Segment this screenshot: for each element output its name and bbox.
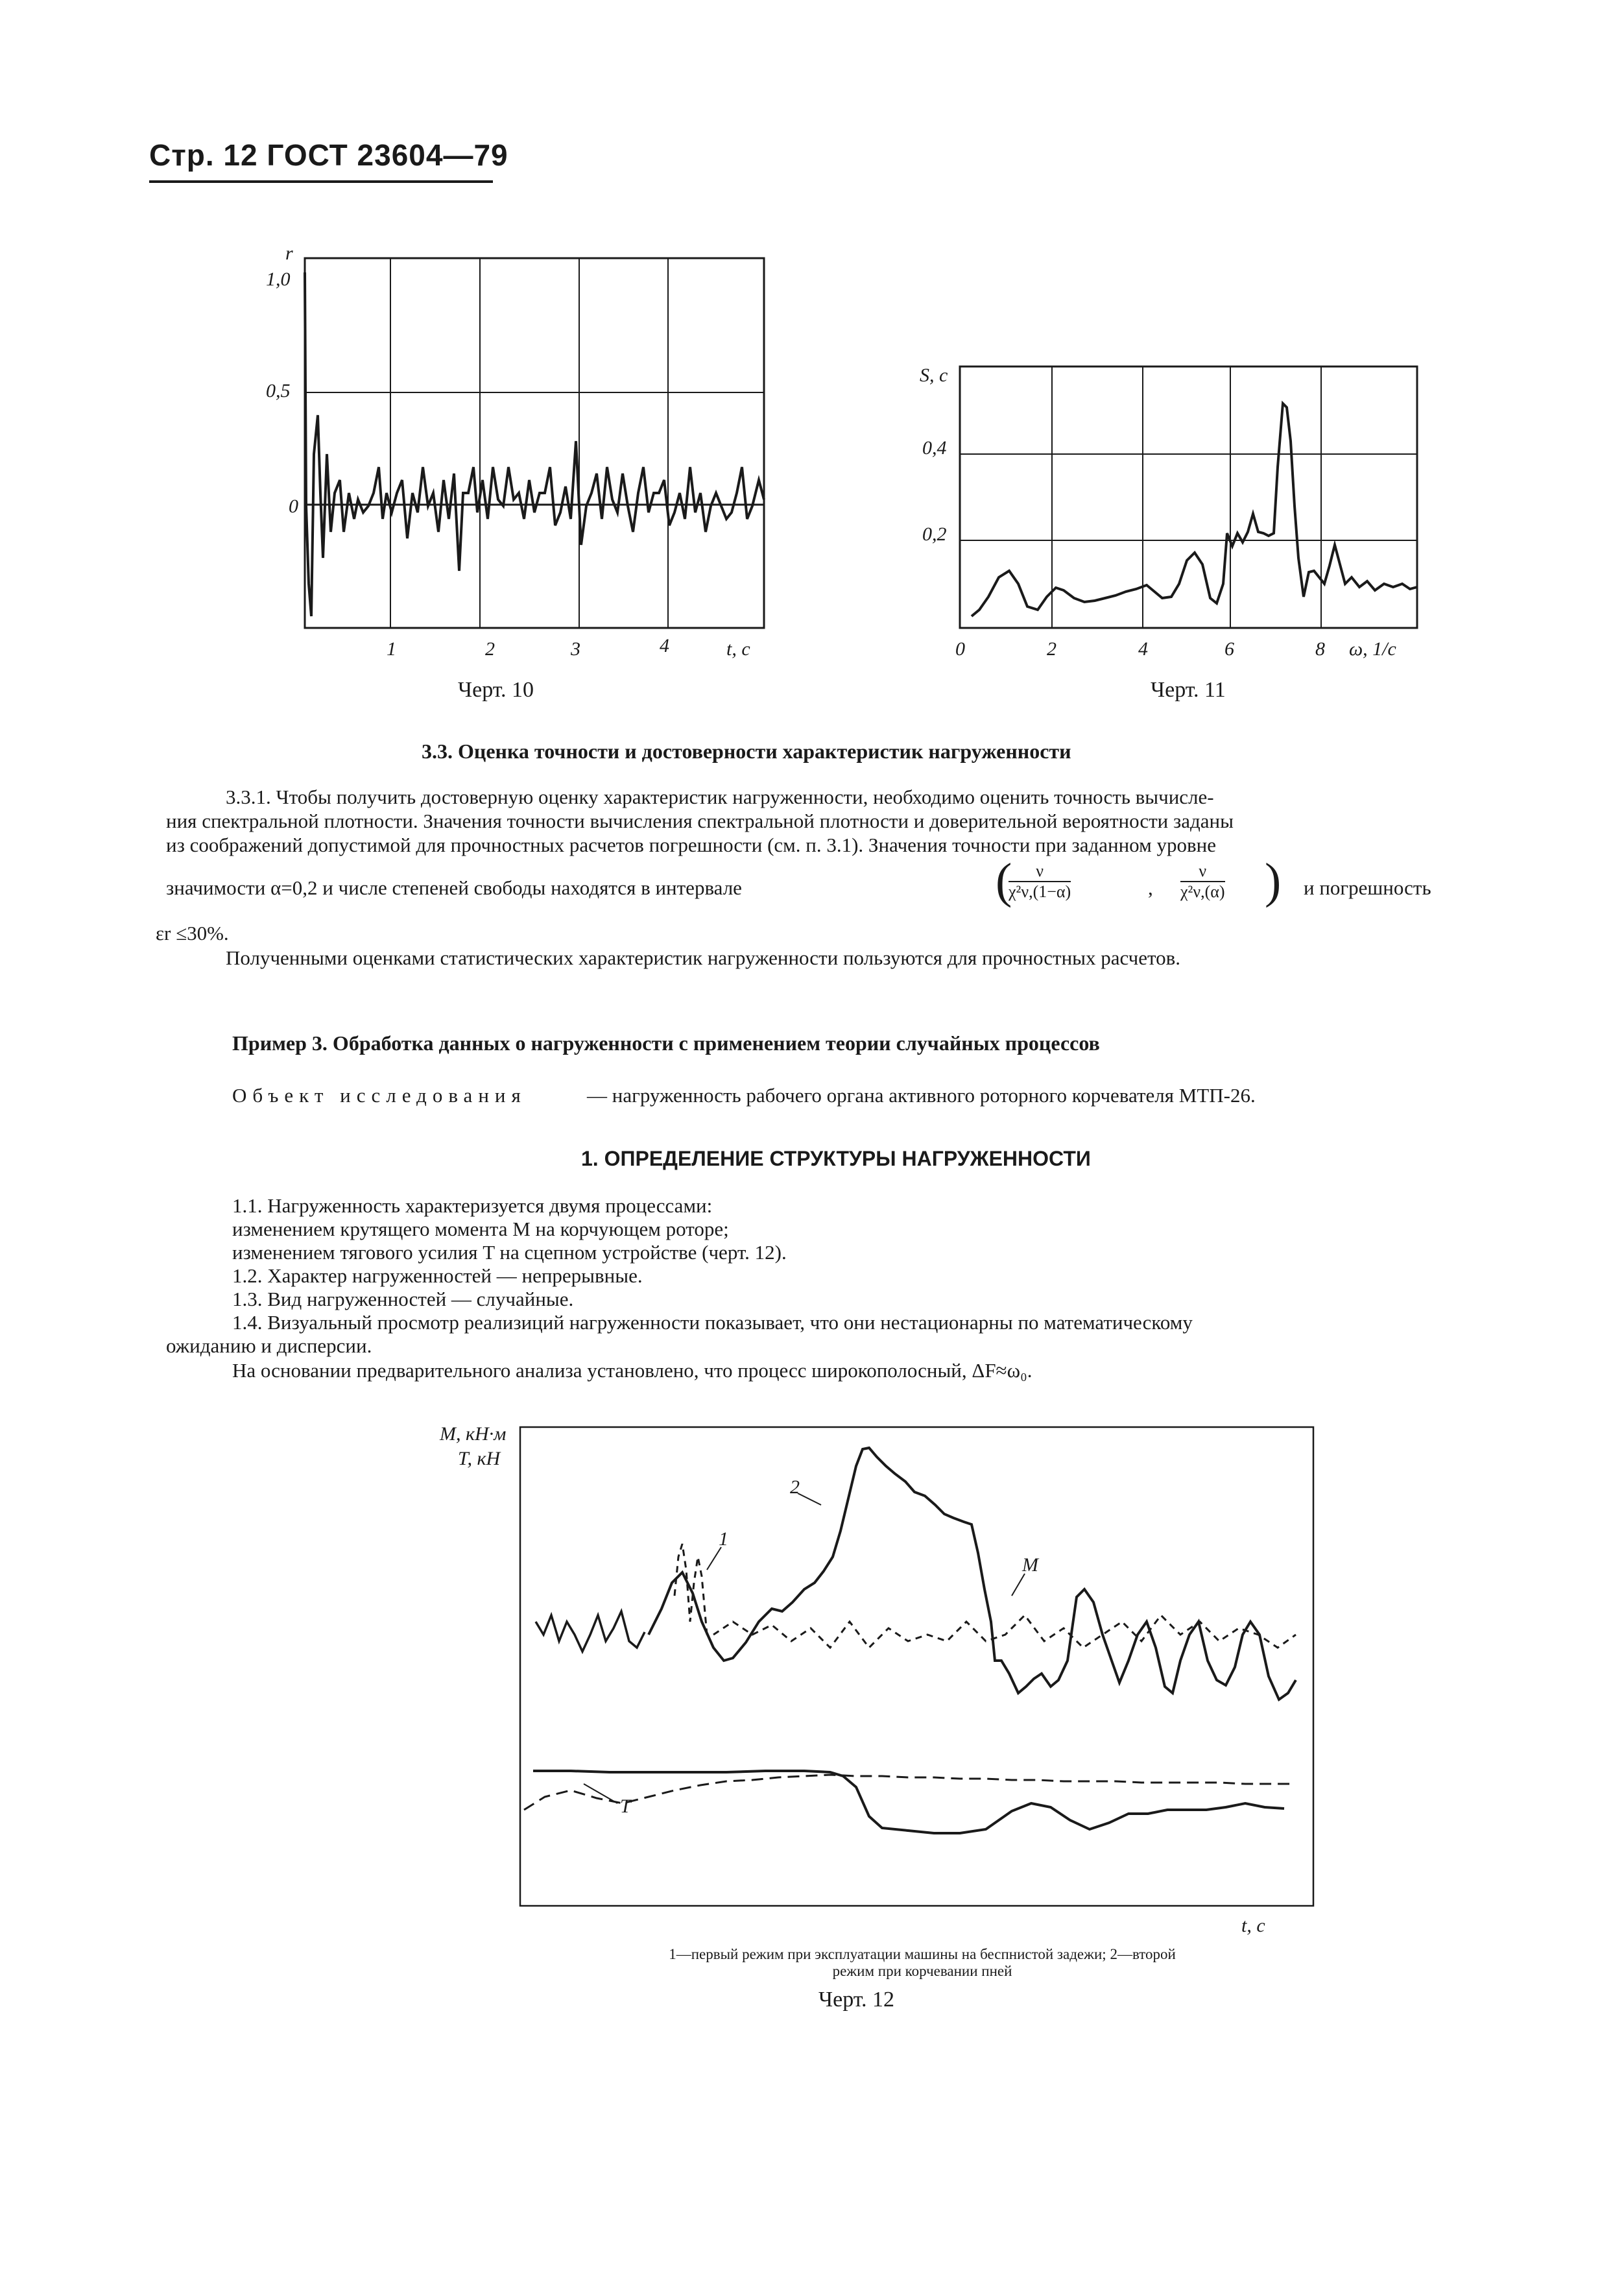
interval-open-paren: ( bbox=[996, 854, 1012, 908]
fig12-curve-t-solid bbox=[533, 1771, 1284, 1833]
section-1-line-4: 1.2. Характер нагруженностей — непрерывные. bbox=[232, 1264, 643, 1287]
fig12-curve-2-solid bbox=[649, 1448, 1296, 1700]
fig11-xlabel: ω, 1/c bbox=[1349, 638, 1396, 660]
fig11-caption: Черт. 11 bbox=[1151, 678, 1226, 702]
fig10-xtick: 1 bbox=[387, 638, 396, 660]
fig10-ytick: 0,5 bbox=[266, 380, 291, 402]
section-1-title: 1. ОПРЕДЕЛЕНИЕ СТРУКТУРЫ НАГРУЖЕННОСТИ bbox=[581, 1147, 1091, 1170]
fig11-xtick: 4 bbox=[1138, 638, 1148, 660]
section-1-line-8: На основании предварительного анализа установлено, что процесс широкополосный, ΔF≈ω₀. bbox=[232, 1359, 1033, 1382]
page-header: Стр. 12 ГОСТ 23604—79 bbox=[149, 138, 508, 172]
fig12-label-2: 2 bbox=[790, 1476, 800, 1498]
fig12-curve-1-solid bbox=[536, 1611, 645, 1652]
section-3-3-line-4b: и погрешность bbox=[1304, 876, 1431, 899]
fig10-xlabel: t, c bbox=[726, 638, 750, 660]
fig10-caption: Черт. 10 bbox=[458, 678, 534, 702]
fig11-xtick: 0 bbox=[955, 638, 965, 660]
fig11-ytick: 0,4 bbox=[922, 437, 947, 459]
fig12-label-m: М bbox=[1022, 1554, 1038, 1576]
fig11-chart bbox=[960, 367, 1417, 628]
fig10-correlation-curve bbox=[305, 272, 764, 616]
fraction-2-numerator: ν bbox=[1180, 861, 1225, 882]
fig12-curve-t-dashed bbox=[524, 1775, 1296, 1810]
section-3-3-line-3: из соображений допустимой для прочностных расчетов погрешности (см. п. 3.1). Значения точности при заданном уровне bbox=[166, 834, 1216, 856]
fig12-curve-m-dashed bbox=[713, 1615, 1296, 1648]
fig12-xlabel: t, c bbox=[1241, 1915, 1265, 1936]
section-1-line-2: изменением крутящего момента М на корчующем роторе; bbox=[232, 1218, 729, 1240]
section-3-3-line-1: 3.3.1. Чтобы получить достоверную оценку характеристик нагруженности, необходимо оценить точность вычисле- bbox=[226, 786, 1214, 808]
fraction-1-denominator: χ²ν,(1−α) bbox=[1009, 882, 1071, 901]
fig10-xtick: 2 bbox=[485, 638, 495, 660]
section-3-3-line-4a: значимости α=0,2 и числе степеней свободы находятся в интервале bbox=[166, 876, 742, 899]
fig12-label-1: 1 bbox=[719, 1528, 728, 1550]
example-3-object-text: — нагруженность рабочего органа активного роторного корчевателя МТП-26. bbox=[587, 1084, 1256, 1107]
fig11-spectral-density-curve bbox=[972, 403, 1417, 616]
fig12-chart bbox=[520, 1427, 1313, 1906]
example-3-title: Пример 3. Обработка данных о нагруженности с применением теории случайных процессов bbox=[232, 1031, 1100, 1055]
fig10-chart bbox=[305, 258, 764, 628]
fig10-xtick: 4 bbox=[660, 635, 669, 656]
fig11-xtick: 6 bbox=[1224, 638, 1234, 660]
section-3-3-title: 3.3. Оценка точности и достоверности характеристик нагруженности bbox=[422, 739, 1071, 763]
fraction-1-numerator: ν bbox=[1009, 861, 1071, 882]
section-1-line-7: ожиданию и дисперсии. bbox=[166, 1334, 372, 1357]
fig11-xtick: 2 bbox=[1047, 638, 1057, 660]
section-1-line-1: 1.1. Нагруженность характеризуется двумя процессами: bbox=[232, 1194, 713, 1217]
fig11-xtick: 8 bbox=[1315, 638, 1325, 660]
section-1-line-3: изменением тягового усилия T на сцепном устройстве (черт. 12). bbox=[232, 1241, 787, 1264]
section-1-line-6: 1.4. Визуальный просмотр реализиций нагруженности показывает, что они нестационарны по математическому bbox=[232, 1311, 1193, 1334]
fig12-note-line-2: режим при корчевании пней bbox=[832, 1963, 1012, 1979]
interval-close-paren: ) bbox=[1265, 854, 1282, 908]
interval-comma: , bbox=[1148, 876, 1153, 899]
fig10-ytick: 0 bbox=[289, 496, 298, 517]
fig11-ytick: 0,2 bbox=[922, 523, 947, 545]
fig12-ylabel-m: М, кН·м bbox=[440, 1423, 507, 1445]
section-1-line-5: 1.3. Вид нагруженностей — случайные. bbox=[232, 1288, 574, 1310]
fig10-axis-labels bbox=[266, 243, 750, 660]
section-3-3-line-6: Полученными оценками статистических характеристик нагруженности пользуются для прочностных расчетов. bbox=[226, 946, 1181, 969]
example-3-object-label: Объект исследования bbox=[232, 1084, 527, 1107]
fig12-note-line-1: 1—первый режим при эксплуатации машины на беспнистой задежи; 2—второй bbox=[669, 1946, 1176, 1962]
fig12-label-t: T bbox=[620, 1796, 631, 1817]
fig11-ylabel: S, c bbox=[920, 365, 948, 386]
fraction-2-denominator: χ²ν,(α) bbox=[1180, 882, 1225, 901]
section-3-3-line-2: ния спектральной плотности. Значения точности вычисления спектральной плотности и доверительной вероятности заданы bbox=[166, 810, 1234, 832]
fig11-axis-labels bbox=[920, 365, 1396, 660]
fig12-labels bbox=[439, 1423, 1265, 1936]
fig10-ylabel: r bbox=[285, 243, 293, 264]
fig12-ylabel-t: T, кН bbox=[458, 1448, 501, 1469]
fig12-caption: Черт. 12 bbox=[818, 1988, 895, 2012]
fraction-1 bbox=[1009, 861, 1071, 902]
fig10-xtick: 3 bbox=[571, 638, 580, 660]
section-3-3-line-5: εr ≤30%. bbox=[156, 922, 229, 944]
fraction-2 bbox=[1180, 861, 1225, 902]
fig10-ytick: 1,0 bbox=[266, 269, 291, 290]
